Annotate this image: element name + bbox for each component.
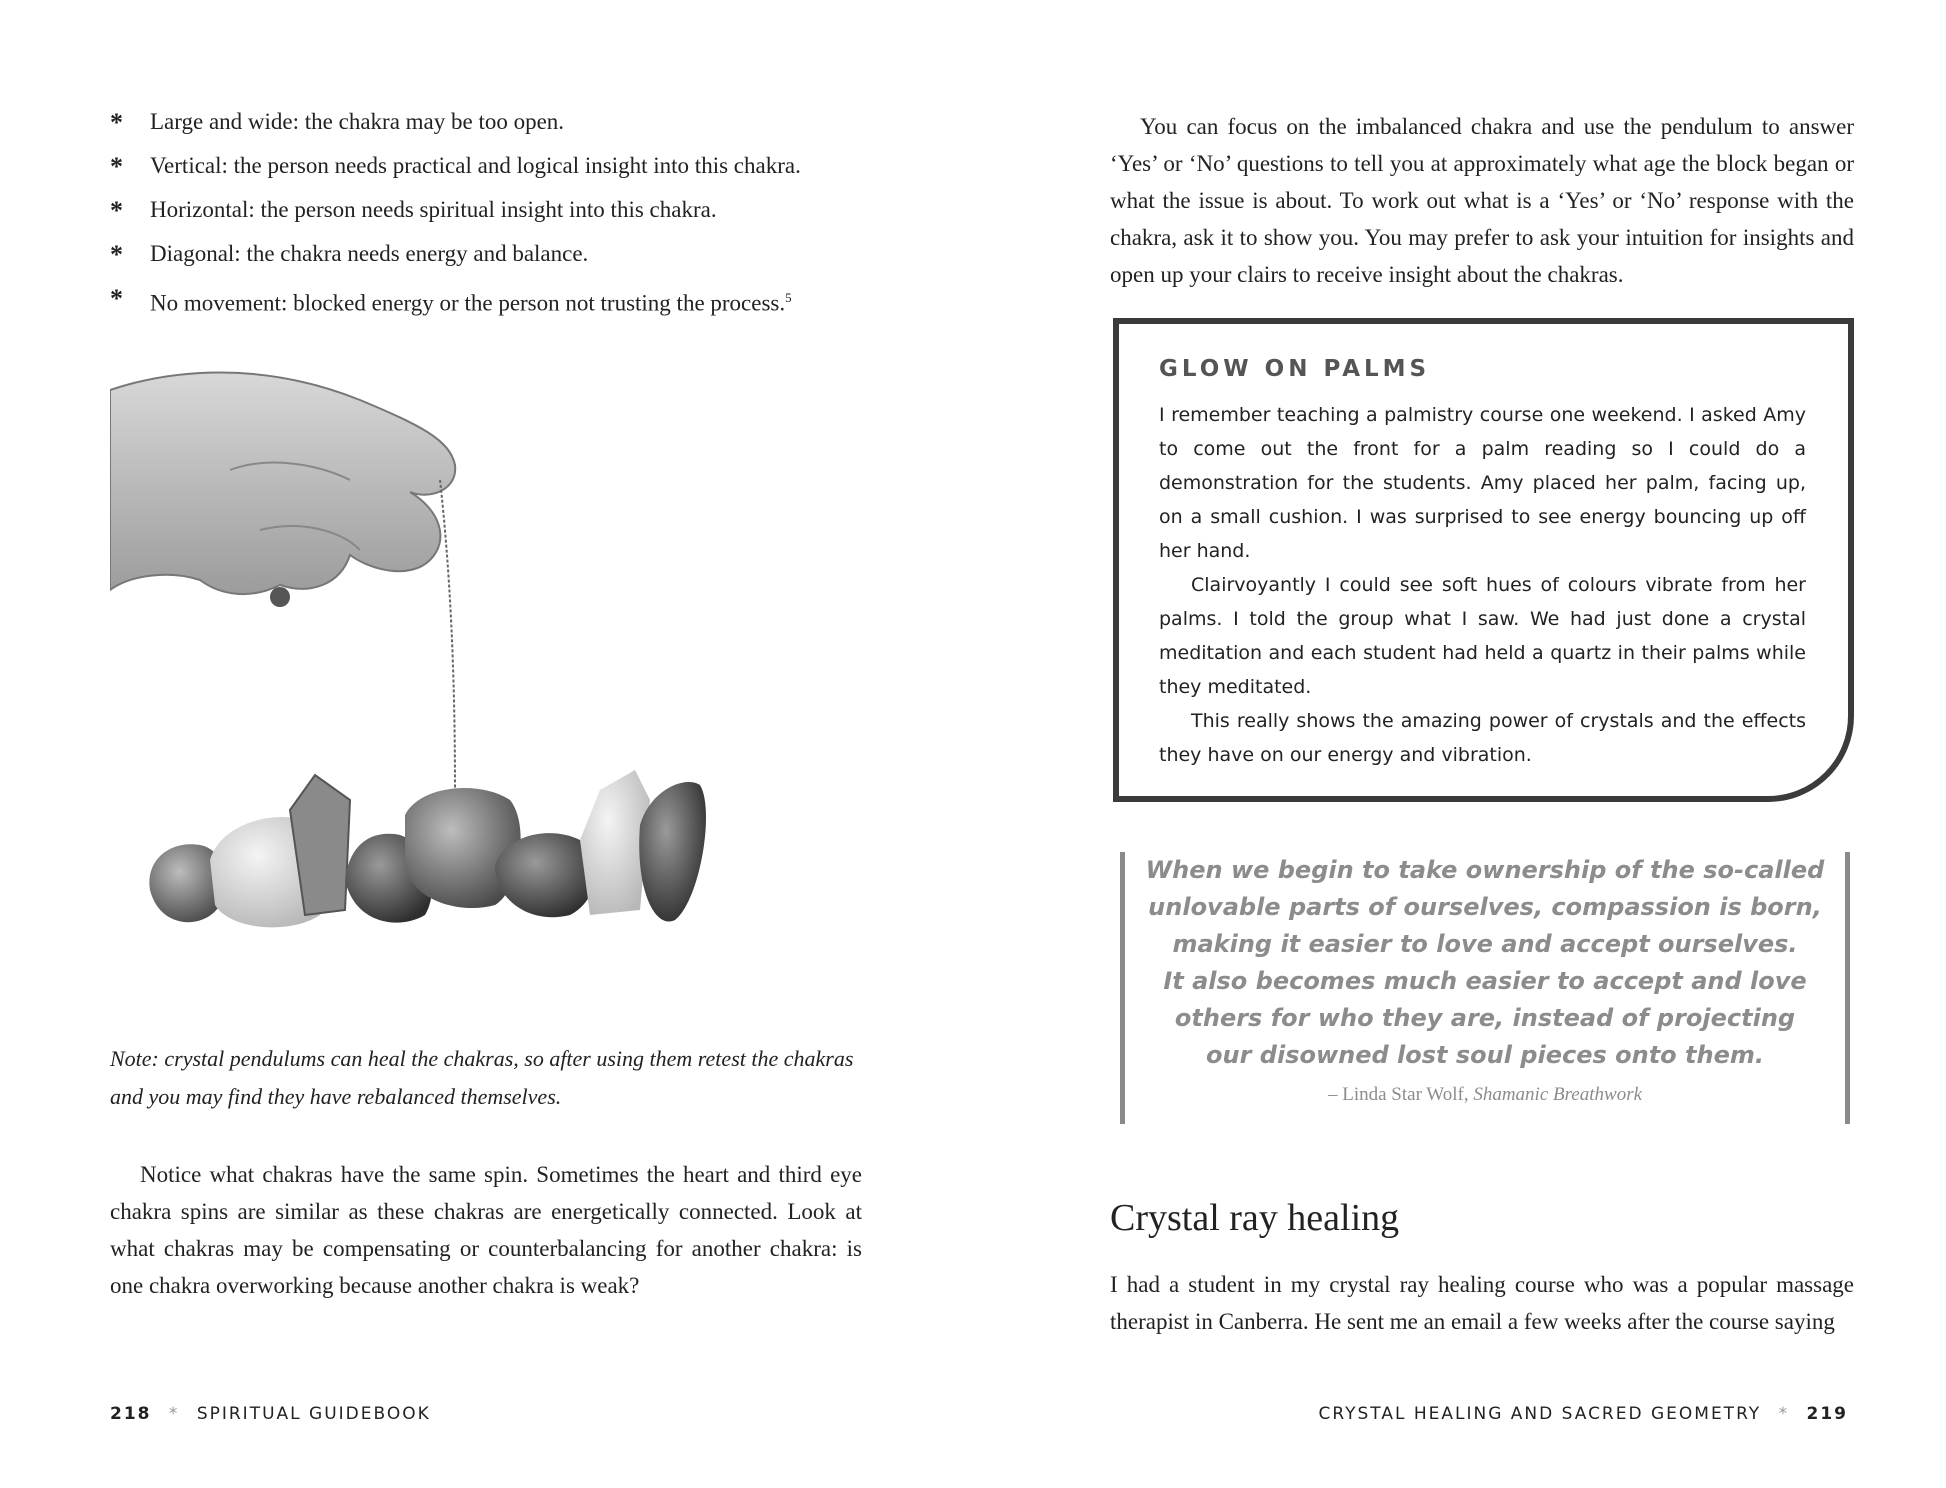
photo-note: Note: crystal pendulums can heal the chakras, so after using them retest the chakras and you may find they have rebalanced themselves. bbox=[110, 1046, 854, 1109]
footer-left bbox=[110, 1404, 431, 1424]
crystals-row bbox=[149, 770, 706, 927]
asterisk-icon: * bbox=[168, 1404, 180, 1424]
asterisk-icon: * bbox=[110, 152, 123, 181]
asterisk-icon: * bbox=[110, 108, 123, 137]
asterisk-icon: * bbox=[1778, 1404, 1790, 1424]
list-item: * No movement: blocked energy or the person not trusting the process.$^5$ bbox=[110, 276, 890, 326]
section-heading: Crystal ray healing bbox=[1110, 1197, 1400, 1239]
body-paragraph: You can focus on the imbalanced chakra and use the pendulum to answer ‘Yes’ or ‘No’ questions to tell you at approximately what age the block began or what the issue is about. To work out what is a ‘Yes’ or ‘No’ response with the chakra, ask it to show you. You may prefer to ask your intuition for insights and open up your clairs to receive insight about the chakras. bbox=[1110, 114, 1854, 287]
footer-right bbox=[1319, 1404, 1848, 1424]
list-item: * Diagonal: the chakra needs energy and balance. bbox=[110, 232, 890, 276]
bullet-list bbox=[110, 100, 890, 326]
list-item: * Large and wide: the chakra may be too open. bbox=[110, 100, 890, 144]
quote-attribution bbox=[1120, 1084, 1850, 1106]
running-title: CRYSTAL HEALING AND SACRED GEOMETRY bbox=[1318, 1404, 1762, 1424]
sidebar-box bbox=[1113, 318, 1854, 802]
asterisk-icon: * bbox=[110, 196, 123, 225]
box-paragraph: I remember teaching a palmistry course one weekend. I asked Amy to come out the front for a palm reading so I could do a demonstration for the students. Amy placed her palm, facing up, on a small cushion. I was surprised to see energy bouncing up off her hand. bbox=[1159, 404, 1806, 562]
asterisk-icon: * bbox=[110, 240, 123, 269]
box-paragraph: Clairvoyantly I could see soft hues of colours vibrate from her palms. I told the group what I saw. We had just done a crystal meditation and each student had held a quartz in their palms while they meditated. bbox=[1159, 574, 1806, 698]
running-title: SPIRITUAL GUIDEBOOK bbox=[196, 1404, 431, 1424]
page-number: 219 bbox=[1806, 1404, 1848, 1424]
list-item: * Horizontal: the person needs spiritual insight into this chakra. bbox=[110, 188, 890, 232]
box-title: GLOW ON PALMS bbox=[1159, 356, 1431, 382]
asterisk-icon: * bbox=[110, 284, 123, 313]
footnote-ref: 5 bbox=[785, 290, 792, 305]
quote-author: – Linda Star Wolf, bbox=[1327, 1084, 1474, 1105]
quote-text: When we begin to take ownership of the so-called unlovable parts of ourselves, compassion is born, making it easier to love and accept ourselves. It also becomes much easier to accept and love others for who they are, instead of projecting our disowned lost soul pieces onto them. bbox=[1145, 856, 1825, 1069]
page-number: 218 bbox=[110, 1404, 152, 1424]
box-paragraph: This really shows the amazing power of crystals and the effects they have on our energy and vibration. bbox=[1159, 710, 1806, 766]
body-paragraph: Notice what chakras have the same spin. Sometimes the heart and third eye chakra spins are similar as these chakras are energetically connected. Look at what chakras may be compensating or counterbalancing for another chakra: is one chakra overworking because another chakra is weak? bbox=[110, 1162, 862, 1298]
list-item: * Vertical: the person needs practical and logical insight into this chakra. bbox=[110, 144, 890, 188]
pull-quote bbox=[1120, 852, 1850, 1124]
quote-source: Shamanic Breathwork bbox=[1473, 1084, 1643, 1105]
pendulum-crystals-photo bbox=[110, 370, 860, 970]
body-paragraph: I had a student in my crystal ray healing course who was a popular massage therapist in Canberra. He sent me an email a few weeks after the course saying bbox=[1110, 1272, 1854, 1334]
